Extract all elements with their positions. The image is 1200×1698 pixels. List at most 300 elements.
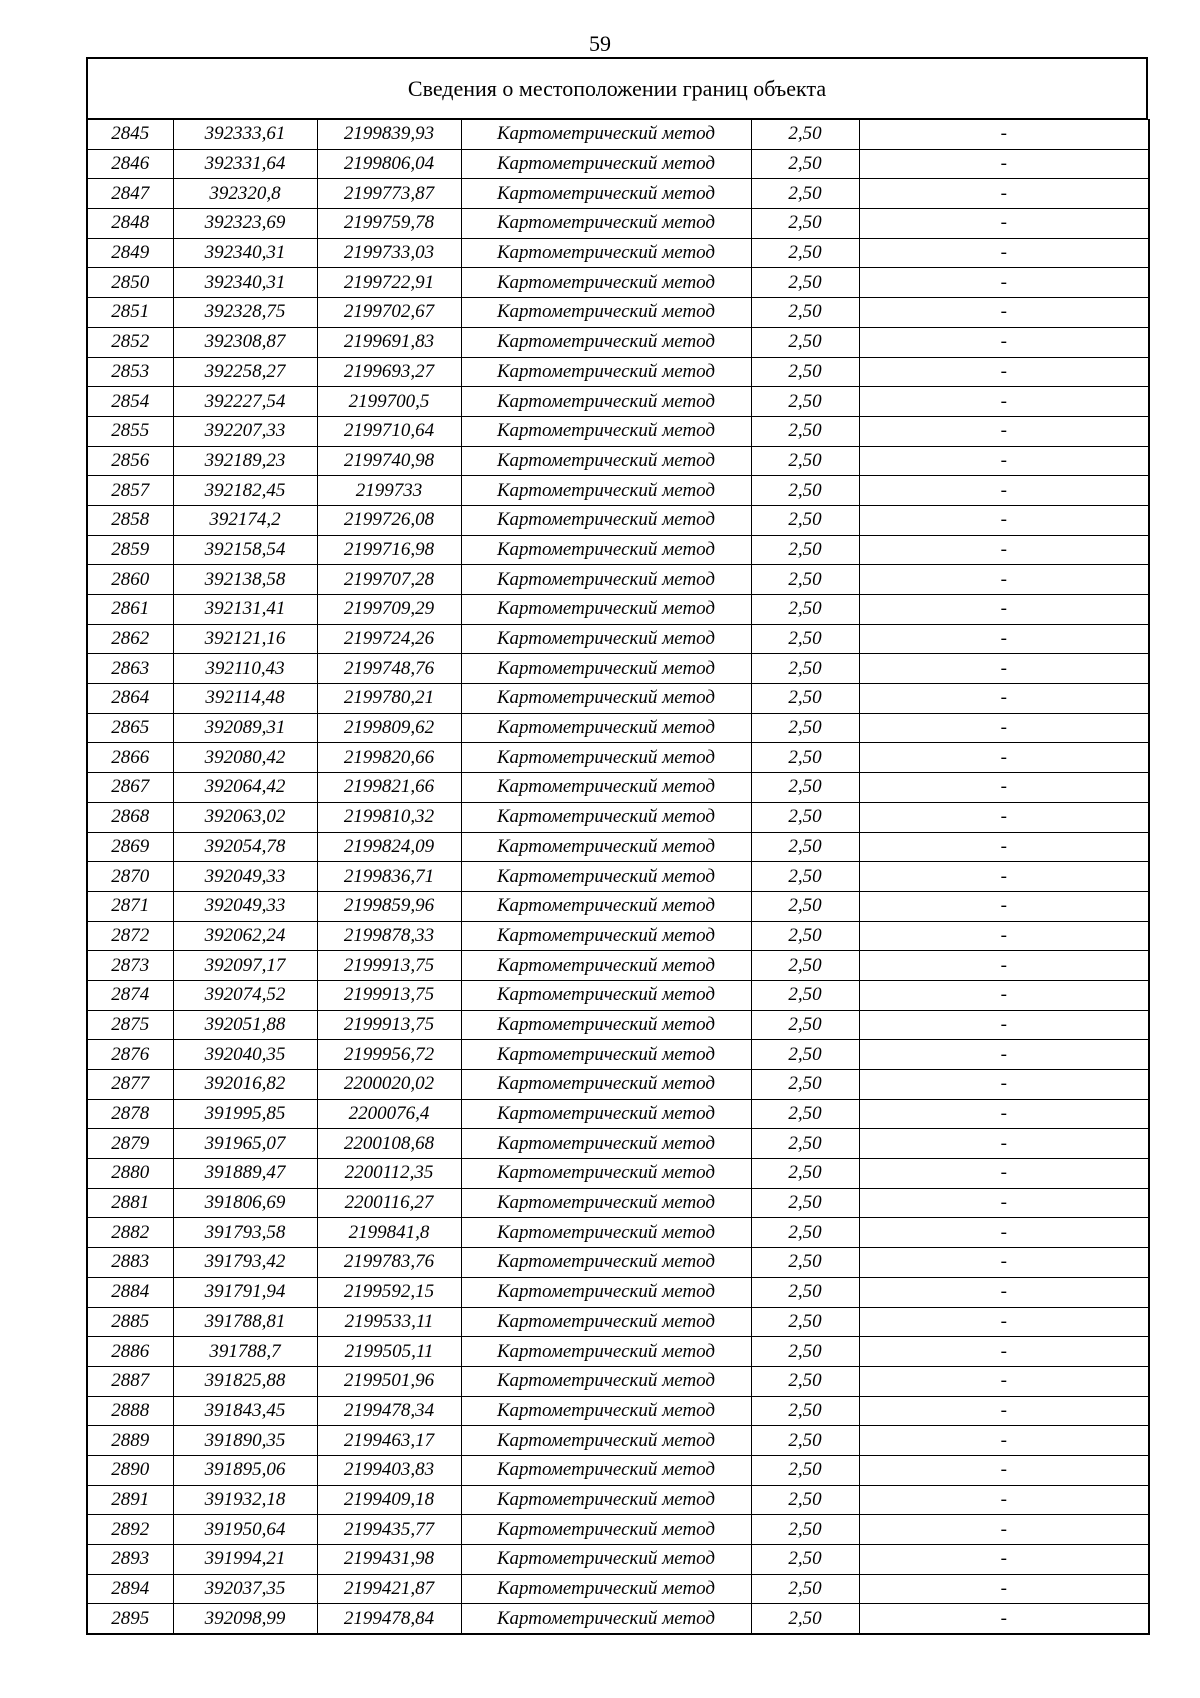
point-number-cell: 2876 bbox=[87, 1040, 173, 1070]
point-number-cell: 2861 bbox=[87, 595, 173, 625]
accuracy-cell: 2,50 bbox=[751, 149, 859, 179]
table-row bbox=[87, 1545, 1149, 1575]
x-coordinate-cell: 392074,52 bbox=[173, 980, 317, 1010]
table-row bbox=[87, 1366, 1149, 1396]
accuracy-cell: 2,50 bbox=[751, 1515, 859, 1545]
table-row bbox=[87, 268, 1149, 298]
y-coordinate-cell: 2199463,17 bbox=[317, 1426, 461, 1456]
y-coordinate-cell: 2199431,98 bbox=[317, 1545, 461, 1575]
y-coordinate-cell: 2199707,28 bbox=[317, 565, 461, 595]
y-coordinate-cell: 2199759,78 bbox=[317, 209, 461, 239]
description-cell: - bbox=[859, 1010, 1149, 1040]
method-cell: Картометрический метод bbox=[461, 149, 751, 179]
point-number-cell: 2882 bbox=[87, 1218, 173, 1248]
y-coordinate-cell: 2199700,5 bbox=[317, 387, 461, 417]
table-row bbox=[87, 1337, 1149, 1367]
accuracy-cell: 2,50 bbox=[751, 1277, 859, 1307]
description-cell: - bbox=[859, 1218, 1149, 1248]
point-number-cell: 2862 bbox=[87, 624, 173, 654]
y-coordinate-cell: 2199810,32 bbox=[317, 802, 461, 832]
point-number-cell: 2870 bbox=[87, 862, 173, 892]
accuracy-cell: 2,50 bbox=[751, 1366, 859, 1396]
table-row bbox=[87, 387, 1149, 417]
method-cell: Картометрический метод bbox=[461, 179, 751, 209]
accuracy-cell: 2,50 bbox=[751, 209, 859, 239]
x-coordinate-cell: 392158,54 bbox=[173, 535, 317, 565]
y-coordinate-cell: 2200108,68 bbox=[317, 1129, 461, 1159]
y-coordinate-cell: 2199592,15 bbox=[317, 1277, 461, 1307]
table-row bbox=[87, 1604, 1149, 1634]
x-coordinate-cell: 392182,45 bbox=[173, 476, 317, 506]
description-cell: - bbox=[859, 1604, 1149, 1634]
y-coordinate-cell: 2199913,75 bbox=[317, 980, 461, 1010]
table-row bbox=[87, 684, 1149, 714]
accuracy-cell: 2,50 bbox=[751, 713, 859, 743]
method-cell: Картометрический метод bbox=[461, 1545, 751, 1575]
description-cell: - bbox=[859, 1188, 1149, 1218]
accuracy-cell: 2,50 bbox=[751, 980, 859, 1010]
y-coordinate-cell: 2199783,76 bbox=[317, 1248, 461, 1278]
method-cell: Картометрический метод bbox=[461, 446, 751, 476]
x-coordinate-cell: 392331,64 bbox=[173, 149, 317, 179]
accuracy-cell: 2,50 bbox=[751, 120, 859, 150]
table-row bbox=[87, 179, 1149, 209]
table-body bbox=[87, 120, 1149, 1635]
y-coordinate-cell: 2199839,93 bbox=[317, 120, 461, 150]
point-number-cell: 2893 bbox=[87, 1545, 173, 1575]
y-coordinate-cell: 2199806,04 bbox=[317, 149, 461, 179]
coordinates-table-frame bbox=[86, 57, 1148, 1635]
method-cell: Картометрический метод bbox=[461, 773, 751, 803]
y-coordinate-cell: 2199913,75 bbox=[317, 951, 461, 981]
coordinates-table bbox=[86, 119, 1150, 1635]
accuracy-cell: 2,50 bbox=[751, 684, 859, 714]
accuracy-cell: 2,50 bbox=[751, 1188, 859, 1218]
method-cell: Картометрический метод bbox=[461, 1248, 751, 1278]
point-number-cell: 2866 bbox=[87, 743, 173, 773]
x-coordinate-cell: 392097,17 bbox=[173, 951, 317, 981]
accuracy-cell: 2,50 bbox=[751, 1129, 859, 1159]
accuracy-cell: 2,50 bbox=[751, 832, 859, 862]
accuracy-cell: 2,50 bbox=[751, 238, 859, 268]
accuracy-cell: 2,50 bbox=[751, 1485, 859, 1515]
x-coordinate-cell: 391995,85 bbox=[173, 1099, 317, 1129]
method-cell: Картометрический метод bbox=[461, 832, 751, 862]
accuracy-cell: 2,50 bbox=[751, 1574, 859, 1604]
point-number-cell: 2868 bbox=[87, 802, 173, 832]
description-cell: - bbox=[859, 595, 1149, 625]
description-cell: - bbox=[859, 1396, 1149, 1426]
point-number-cell: 2846 bbox=[87, 149, 173, 179]
method-cell: Картометрический метод bbox=[461, 120, 751, 150]
method-cell: Картометрический метод bbox=[461, 268, 751, 298]
method-cell: Картометрический метод bbox=[461, 1159, 751, 1189]
method-cell: Картометрический метод bbox=[461, 387, 751, 417]
point-number-cell: 2894 bbox=[87, 1574, 173, 1604]
y-coordinate-cell: 2199691,83 bbox=[317, 327, 461, 357]
table-row bbox=[87, 1396, 1149, 1426]
method-cell: Картометрический метод bbox=[461, 535, 751, 565]
description-cell: - bbox=[859, 1129, 1149, 1159]
y-coordinate-cell: 2199501,96 bbox=[317, 1366, 461, 1396]
y-coordinate-cell: 2199710,64 bbox=[317, 416, 461, 446]
accuracy-cell: 2,50 bbox=[751, 773, 859, 803]
description-cell: - bbox=[859, 1099, 1149, 1129]
point-number-cell: 2873 bbox=[87, 951, 173, 981]
x-coordinate-cell: 392054,78 bbox=[173, 832, 317, 862]
method-cell: Картометрический метод bbox=[461, 1604, 751, 1634]
x-coordinate-cell: 391825,88 bbox=[173, 1366, 317, 1396]
x-coordinate-cell: 392051,88 bbox=[173, 1010, 317, 1040]
x-coordinate-cell: 391791,94 bbox=[173, 1277, 317, 1307]
y-coordinate-cell: 2199478,34 bbox=[317, 1396, 461, 1426]
description-cell: - bbox=[859, 357, 1149, 387]
y-coordinate-cell: 2199740,98 bbox=[317, 446, 461, 476]
y-coordinate-cell: 2199859,96 bbox=[317, 891, 461, 921]
accuracy-cell: 2,50 bbox=[751, 891, 859, 921]
point-number-cell: 2886 bbox=[87, 1337, 173, 1367]
method-cell: Картометрический метод bbox=[461, 565, 751, 595]
accuracy-cell: 2,50 bbox=[751, 624, 859, 654]
point-number-cell: 2871 bbox=[87, 891, 173, 921]
y-coordinate-cell: 2199824,09 bbox=[317, 832, 461, 862]
table-row bbox=[87, 1455, 1149, 1485]
x-coordinate-cell: 392189,23 bbox=[173, 446, 317, 476]
accuracy-cell: 2,50 bbox=[751, 565, 859, 595]
method-cell: Картометрический метод bbox=[461, 1218, 751, 1248]
description-cell: - bbox=[859, 1307, 1149, 1337]
point-number-cell: 2877 bbox=[87, 1070, 173, 1100]
y-coordinate-cell: 2199724,26 bbox=[317, 624, 461, 654]
method-cell: Картометрический метод bbox=[461, 654, 751, 684]
point-number-cell: 2859 bbox=[87, 535, 173, 565]
method-cell: Картометрический метод bbox=[461, 1515, 751, 1545]
accuracy-cell: 2,50 bbox=[751, 1545, 859, 1575]
method-cell: Картометрический метод bbox=[461, 298, 751, 328]
x-coordinate-cell: 392340,31 bbox=[173, 268, 317, 298]
x-coordinate-cell: 391895,06 bbox=[173, 1455, 317, 1485]
table-row bbox=[87, 832, 1149, 862]
point-number-cell: 2891 bbox=[87, 1485, 173, 1515]
table-row bbox=[87, 773, 1149, 803]
accuracy-cell: 2,50 bbox=[751, 743, 859, 773]
y-coordinate-cell: 2199722,91 bbox=[317, 268, 461, 298]
y-coordinate-cell: 2199878,33 bbox=[317, 921, 461, 951]
y-coordinate-cell: 2199533,11 bbox=[317, 1307, 461, 1337]
y-coordinate-cell: 2199913,75 bbox=[317, 1010, 461, 1040]
description-cell: - bbox=[859, 565, 1149, 595]
method-cell: Картометрический метод bbox=[461, 802, 751, 832]
description-cell: - bbox=[859, 505, 1149, 535]
description-cell: - bbox=[859, 891, 1149, 921]
accuracy-cell: 2,50 bbox=[751, 1159, 859, 1189]
table-row bbox=[87, 238, 1149, 268]
accuracy-cell: 2,50 bbox=[751, 654, 859, 684]
point-number-cell: 2875 bbox=[87, 1010, 173, 1040]
accuracy-cell: 2,50 bbox=[751, 357, 859, 387]
x-coordinate-cell: 392138,58 bbox=[173, 565, 317, 595]
x-coordinate-cell: 392131,41 bbox=[173, 595, 317, 625]
y-coordinate-cell: 2199836,71 bbox=[317, 862, 461, 892]
description-cell: - bbox=[859, 446, 1149, 476]
point-number-cell: 2884 bbox=[87, 1277, 173, 1307]
y-coordinate-cell: 2199726,08 bbox=[317, 505, 461, 535]
x-coordinate-cell: 392049,33 bbox=[173, 862, 317, 892]
table-row bbox=[87, 595, 1149, 625]
y-coordinate-cell: 2199748,76 bbox=[317, 654, 461, 684]
method-cell: Картометрический метод bbox=[461, 416, 751, 446]
x-coordinate-cell: 392089,31 bbox=[173, 713, 317, 743]
y-coordinate-cell: 2199505,11 bbox=[317, 1337, 461, 1367]
table-row bbox=[87, 624, 1149, 654]
table-row bbox=[87, 654, 1149, 684]
description-cell: - bbox=[859, 1455, 1149, 1485]
table-row bbox=[87, 891, 1149, 921]
x-coordinate-cell: 391890,35 bbox=[173, 1426, 317, 1456]
point-number-cell: 2874 bbox=[87, 980, 173, 1010]
y-coordinate-cell: 2200112,35 bbox=[317, 1159, 461, 1189]
x-coordinate-cell: 392040,35 bbox=[173, 1040, 317, 1070]
table-row bbox=[87, 1248, 1149, 1278]
x-coordinate-cell: 391965,07 bbox=[173, 1129, 317, 1159]
y-coordinate-cell: 2199693,27 bbox=[317, 357, 461, 387]
x-coordinate-cell: 392174,2 bbox=[173, 505, 317, 535]
description-cell: - bbox=[859, 238, 1149, 268]
table-row bbox=[87, 416, 1149, 446]
description-cell: - bbox=[859, 713, 1149, 743]
y-coordinate-cell: 2199435,77 bbox=[317, 1515, 461, 1545]
x-coordinate-cell: 392308,87 bbox=[173, 327, 317, 357]
table-row bbox=[87, 1070, 1149, 1100]
method-cell: Картометрический метод bbox=[461, 891, 751, 921]
method-cell: Картометрический метод bbox=[461, 1099, 751, 1129]
accuracy-cell: 2,50 bbox=[751, 179, 859, 209]
point-number-cell: 2888 bbox=[87, 1396, 173, 1426]
point-number-cell: 2892 bbox=[87, 1515, 173, 1545]
accuracy-cell: 2,50 bbox=[751, 1337, 859, 1367]
y-coordinate-cell: 2199820,66 bbox=[317, 743, 461, 773]
accuracy-cell: 2,50 bbox=[751, 1307, 859, 1337]
point-number-cell: 2858 bbox=[87, 505, 173, 535]
x-coordinate-cell: 392227,54 bbox=[173, 387, 317, 417]
description-cell: - bbox=[859, 773, 1149, 803]
table-row bbox=[87, 565, 1149, 595]
x-coordinate-cell: 391889,47 bbox=[173, 1159, 317, 1189]
y-coordinate-cell: 2199702,67 bbox=[317, 298, 461, 328]
point-number-cell: 2880 bbox=[87, 1159, 173, 1189]
point-number-cell: 2854 bbox=[87, 387, 173, 417]
x-coordinate-cell: 392320,8 bbox=[173, 179, 317, 209]
description-cell: - bbox=[859, 802, 1149, 832]
method-cell: Картометрический метод bbox=[461, 951, 751, 981]
y-coordinate-cell: 2199956,72 bbox=[317, 1040, 461, 1070]
description-cell: - bbox=[859, 476, 1149, 506]
method-cell: Картометрический метод bbox=[461, 1070, 751, 1100]
method-cell: Картометрический метод bbox=[461, 209, 751, 239]
method-cell: Картометрический метод bbox=[461, 743, 751, 773]
x-coordinate-cell: 392063,02 bbox=[173, 802, 317, 832]
method-cell: Картометрический метод bbox=[461, 357, 751, 387]
y-coordinate-cell: 2200076,4 bbox=[317, 1099, 461, 1129]
accuracy-cell: 2,50 bbox=[751, 802, 859, 832]
point-number-cell: 2872 bbox=[87, 921, 173, 951]
table-row bbox=[87, 1010, 1149, 1040]
table-row bbox=[87, 1129, 1149, 1159]
point-number-cell: 2887 bbox=[87, 1366, 173, 1396]
y-coordinate-cell: 2199773,87 bbox=[317, 179, 461, 209]
point-number-cell: 2856 bbox=[87, 446, 173, 476]
x-coordinate-cell: 392049,33 bbox=[173, 891, 317, 921]
point-number-cell: 2885 bbox=[87, 1307, 173, 1337]
table-row bbox=[87, 535, 1149, 565]
point-number-cell: 2850 bbox=[87, 268, 173, 298]
description-cell: - bbox=[859, 1545, 1149, 1575]
y-coordinate-cell: 2199709,29 bbox=[317, 595, 461, 625]
accuracy-cell: 2,50 bbox=[751, 327, 859, 357]
description-cell: - bbox=[859, 1426, 1149, 1456]
point-number-cell: 2863 bbox=[87, 654, 173, 684]
x-coordinate-cell: 392080,42 bbox=[173, 743, 317, 773]
y-coordinate-cell: 2199478,84 bbox=[317, 1604, 461, 1634]
description-cell: - bbox=[859, 209, 1149, 239]
table-row bbox=[87, 476, 1149, 506]
description-cell: - bbox=[859, 1040, 1149, 1070]
y-coordinate-cell: 2200116,27 bbox=[317, 1188, 461, 1218]
y-coordinate-cell: 2199733 bbox=[317, 476, 461, 506]
accuracy-cell: 2,50 bbox=[751, 1218, 859, 1248]
method-cell: Картометрический метод bbox=[461, 1337, 751, 1367]
table-row bbox=[87, 1040, 1149, 1070]
point-number-cell: 2857 bbox=[87, 476, 173, 506]
method-cell: Картометрический метод bbox=[461, 684, 751, 714]
accuracy-cell: 2,50 bbox=[751, 446, 859, 476]
x-coordinate-cell: 392037,35 bbox=[173, 1574, 317, 1604]
y-coordinate-cell: 2199841,8 bbox=[317, 1218, 461, 1248]
method-cell: Картометрический метод bbox=[461, 980, 751, 1010]
table-row bbox=[87, 149, 1149, 179]
point-number-cell: 2867 bbox=[87, 773, 173, 803]
accuracy-cell: 2,50 bbox=[751, 1010, 859, 1040]
y-coordinate-cell: 2199409,18 bbox=[317, 1485, 461, 1515]
table-row bbox=[87, 951, 1149, 981]
x-coordinate-cell: 392333,61 bbox=[173, 120, 317, 150]
accuracy-cell: 2,50 bbox=[751, 1396, 859, 1426]
x-coordinate-cell: 392016,82 bbox=[173, 1070, 317, 1100]
point-number-cell: 2852 bbox=[87, 327, 173, 357]
method-cell: Картометрический метод bbox=[461, 1366, 751, 1396]
table-row bbox=[87, 1159, 1149, 1189]
table-row bbox=[87, 802, 1149, 832]
method-cell: Картометрический метод bbox=[461, 1455, 751, 1485]
x-coordinate-cell: 392207,33 bbox=[173, 416, 317, 446]
point-number-cell: 2879 bbox=[87, 1129, 173, 1159]
description-cell: - bbox=[859, 1337, 1149, 1367]
description-cell: - bbox=[859, 654, 1149, 684]
description-cell: - bbox=[859, 1485, 1149, 1515]
point-number-cell: 2855 bbox=[87, 416, 173, 446]
method-cell: Картометрический метод bbox=[461, 1040, 751, 1070]
method-cell: Картометрический метод bbox=[461, 1426, 751, 1456]
description-cell: - bbox=[859, 1515, 1149, 1545]
method-cell: Картометрический метод bbox=[461, 1188, 751, 1218]
point-number-cell: 2860 bbox=[87, 565, 173, 595]
description-cell: - bbox=[859, 1070, 1149, 1100]
point-number-cell: 2849 bbox=[87, 238, 173, 268]
y-coordinate-cell: 2199821,66 bbox=[317, 773, 461, 803]
method-cell: Картометрический метод bbox=[461, 595, 751, 625]
point-number-cell: 2848 bbox=[87, 209, 173, 239]
accuracy-cell: 2,50 bbox=[751, 416, 859, 446]
table-title: Сведения о местоположении границ объекта bbox=[86, 57, 1148, 119]
description-cell: - bbox=[859, 921, 1149, 951]
method-cell: Картометрический метод bbox=[461, 1277, 751, 1307]
method-cell: Картометрический метод bbox=[461, 238, 751, 268]
table-row bbox=[87, 921, 1149, 951]
accuracy-cell: 2,50 bbox=[751, 387, 859, 417]
table-row bbox=[87, 1218, 1149, 1248]
x-coordinate-cell: 392062,24 bbox=[173, 921, 317, 951]
table-row bbox=[87, 120, 1149, 150]
table-row bbox=[87, 446, 1149, 476]
x-coordinate-cell: 391950,64 bbox=[173, 1515, 317, 1545]
description-cell: - bbox=[859, 862, 1149, 892]
description-cell: - bbox=[859, 149, 1149, 179]
method-cell: Картометрический метод bbox=[461, 713, 751, 743]
y-coordinate-cell: 2199733,03 bbox=[317, 238, 461, 268]
table-row bbox=[87, 1188, 1149, 1218]
point-number-cell: 2889 bbox=[87, 1426, 173, 1456]
accuracy-cell: 2,50 bbox=[751, 298, 859, 328]
description-cell: - bbox=[859, 1366, 1149, 1396]
y-coordinate-cell: 2199780,21 bbox=[317, 684, 461, 714]
table-row bbox=[87, 1277, 1149, 1307]
method-cell: Картометрический метод bbox=[461, 624, 751, 654]
method-cell: Картометрический метод bbox=[461, 505, 751, 535]
accuracy-cell: 2,50 bbox=[751, 1070, 859, 1100]
description-cell: - bbox=[859, 1248, 1149, 1278]
description-cell: - bbox=[859, 684, 1149, 714]
method-cell: Картометрический метод bbox=[461, 1574, 751, 1604]
description-cell: - bbox=[859, 951, 1149, 981]
x-coordinate-cell: 391793,42 bbox=[173, 1248, 317, 1278]
point-number-cell: 2890 bbox=[87, 1455, 173, 1485]
accuracy-cell: 2,50 bbox=[751, 268, 859, 298]
accuracy-cell: 2,50 bbox=[751, 921, 859, 951]
accuracy-cell: 2,50 bbox=[751, 1455, 859, 1485]
method-cell: Картометрический метод bbox=[461, 1307, 751, 1337]
y-coordinate-cell: 2200020,02 bbox=[317, 1070, 461, 1100]
table-row bbox=[87, 1485, 1149, 1515]
table-row bbox=[87, 209, 1149, 239]
x-coordinate-cell: 392328,75 bbox=[173, 298, 317, 328]
x-coordinate-cell: 392110,43 bbox=[173, 654, 317, 684]
description-cell: - bbox=[859, 1574, 1149, 1604]
method-cell: Картометрический метод bbox=[461, 1129, 751, 1159]
x-coordinate-cell: 391843,45 bbox=[173, 1396, 317, 1426]
x-coordinate-cell: 392114,48 bbox=[173, 684, 317, 714]
x-coordinate-cell: 392323,69 bbox=[173, 209, 317, 239]
table-row bbox=[87, 1307, 1149, 1337]
table-row bbox=[87, 1099, 1149, 1129]
x-coordinate-cell: 392064,42 bbox=[173, 773, 317, 803]
point-number-cell: 2864 bbox=[87, 684, 173, 714]
page-number: 59 bbox=[589, 31, 611, 56]
method-cell: Картометрический метод bbox=[461, 1485, 751, 1515]
table-row bbox=[87, 1574, 1149, 1604]
point-number-cell: 2869 bbox=[87, 832, 173, 862]
description-cell: - bbox=[859, 120, 1149, 150]
x-coordinate-cell: 391788,7 bbox=[173, 1337, 317, 1367]
